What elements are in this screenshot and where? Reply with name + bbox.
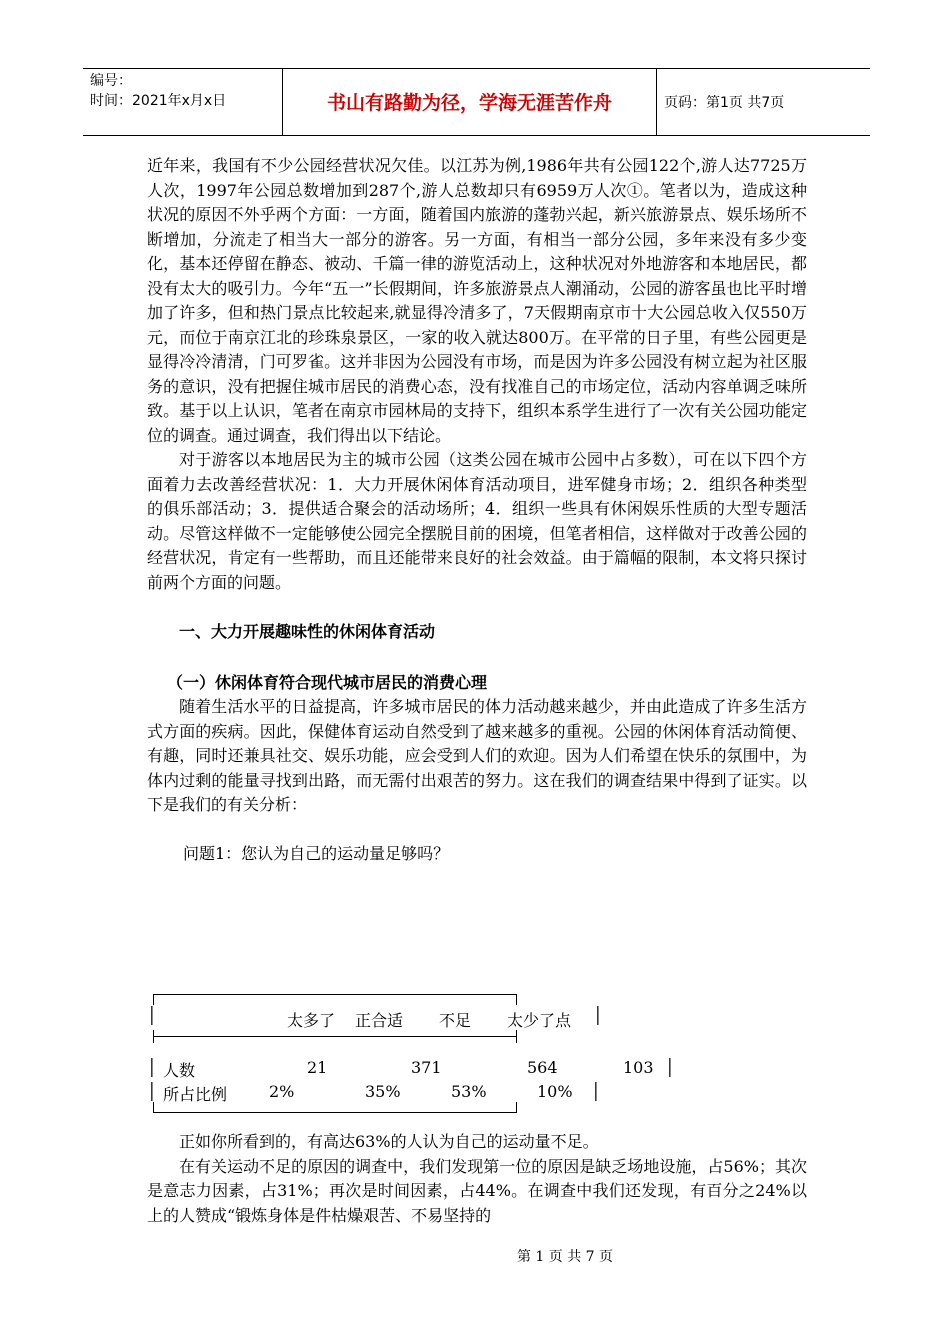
- table-col-header: 太多了: [287, 1011, 336, 1030]
- paragraph: 在有关运动不足的原因的调查中，我们发现第一位的原因是缺乏场地设施，占56%；其次是意志力因素，占31%；再次是时间因素，占44%。在调查中我们还发现，有百分之24%以上的人赞成“锻炼身体是件枯燥艰苦、不易坚持的: [147, 1156, 807, 1225]
- table-rule: [153, 1112, 517, 1113]
- document-body-continued: [147, 1130, 807, 1228]
- page-footer: 第 1 页 共 7 页: [516, 1249, 614, 1265]
- survey-question: 问题1：您认为自己的运动量足够吗？: [183, 843, 450, 863]
- paragraph: 近年来，我国有不少公园经营状况欠佳。以江苏为例,1986年共有公园122个,游人达7725万人次，1997年公园总数增加到287个,游人总数却只有6959万人次①。笔者以为，造成这种状况的原因不外乎两个方面：一方面，随着国内旅游的蓬勃兴起，新兴旅游景点、娱乐场所不断增加，分流走了相当大一部分的游客。另一方面，有相当一部分公园，多年来没有多少变化，基本还停留在静态、被动、千篇一律的游览活动上，这种状况对外地游客和本地居民，都没有太大的吸引力。今年“五一”长假期间，许多旅游景点人潮涌动，公园的游客虽也比平时增加了许多，但和热门景点比较起来,就显得冷清多了，7天假期南京市十大公园总收入仅550万元，而位于南京江北的珍珠泉景区，一家的收入就达800万。在平常的日子里，有些公园更是显得冷冷清清，门可罗雀。这并非因为公园没有市场，而是因为许多公园没有树立起为社区服务的意识，没有把握住城市居民的消费心态，没有找准自己的市场定位，活动内容单调乏味所致。基于以上认识，笔者在南京市园林局的支持下，组织本系学生进行了一次有关公园功能定位的调查。通过调查，我们得出以下结论。: [147, 156, 807, 445]
- table-rule: [516, 1102, 517, 1113]
- table-cell: 2%: [269, 1082, 295, 1101]
- table-rule: [153, 1036, 517, 1037]
- header-date: 时间：2021年x月x日: [90, 93, 227, 109]
- paragraph: 对于游客以本地居民为主的城市公园（这类公园在城市公园中占多数），可在以下四个方面着力去改善经营状况：1．大力开展休闲体育活动项目，进军健身市场；2．组织各种类型的俱乐部活动；3．提供适合聚会的活动场所；4．组织一些具有休闲娱乐性质的大型专题活动。尽管这样做不一定能够使公园完全摆脱目前的困境，但笔者相信，这样做对于改善公园的经营状况，肯定有一些帮助，而且还能带来良好的社会效益。由于篇幅的限制，本文将只探讨前两个方面的问题。: [147, 450, 807, 592]
- subsection-heading: （一）休闲体育符合现代城市居民的消费心理: [167, 672, 488, 692]
- paragraph: 正如你所看到的，有高达63%的人认为自己的运动量不足。: [179, 1132, 599, 1151]
- table-rule: [153, 994, 154, 1005]
- table-rule: [153, 994, 517, 995]
- table-row-label: 人数: [163, 1061, 196, 1080]
- header-motto: 书山有路勤为径，学海无涯苦作舟: [326, 92, 612, 114]
- table-cell: 53%: [451, 1082, 487, 1101]
- table-cell: 35%: [365, 1082, 401, 1101]
- header-page-number: 页码：第1页 共7页: [664, 95, 785, 111]
- table-cell: 371: [411, 1058, 442, 1077]
- header-info: [90, 71, 226, 111]
- document-body: [147, 154, 807, 866]
- header-divider: [656, 68, 657, 136]
- table-row-label: 所占比例: [163, 1085, 228, 1104]
- paragraph: 随着生活水平的日益提高，许多城市居民的体力活动越来越少，并由此造成了许多生活方式方面的疾病。因此，保健体育运动自然受到了越来越多的重视。公园的休闲体育活动简便、有趣，同时还兼具社交、娱乐功能，应会受到人们的欢迎。因为人们希望在快乐的氛围中，为体内过剩的能量寻找到出路，而无需付出艰苦的努力。这在我们的调查结果中得到了证实。以下是我们的有关分析：: [147, 697, 807, 814]
- table-col-header: 不足: [439, 1011, 472, 1030]
- table-rule: [153, 1102, 154, 1113]
- section-heading: 一、大力开展趣味性的休闲体育活动: [179, 622, 436, 641]
- table-rule: [516, 994, 517, 1005]
- table-col-header: 正合适: [355, 1011, 404, 1030]
- header-number: 编号：: [90, 73, 132, 89]
- table-cell: 103: [623, 1058, 654, 1077]
- header-bottom-rule: [83, 135, 870, 136]
- table-cell: 21: [307, 1058, 328, 1077]
- table-cell: 564: [527, 1058, 558, 1077]
- table-rule: [516, 1030, 517, 1043]
- header-top-rule: [83, 68, 870, 69]
- table-cell: 10%: [537, 1082, 573, 1101]
- table-rule: [153, 1030, 154, 1043]
- table-col-header: 太少了点: [507, 1011, 572, 1030]
- survey-table: │ 太多了 正合适 不足 太少了点 │ │ 人数 21 371 564 103 │ │ 所占比例 2% 35% 53% 10% │: [147, 986, 707, 1122]
